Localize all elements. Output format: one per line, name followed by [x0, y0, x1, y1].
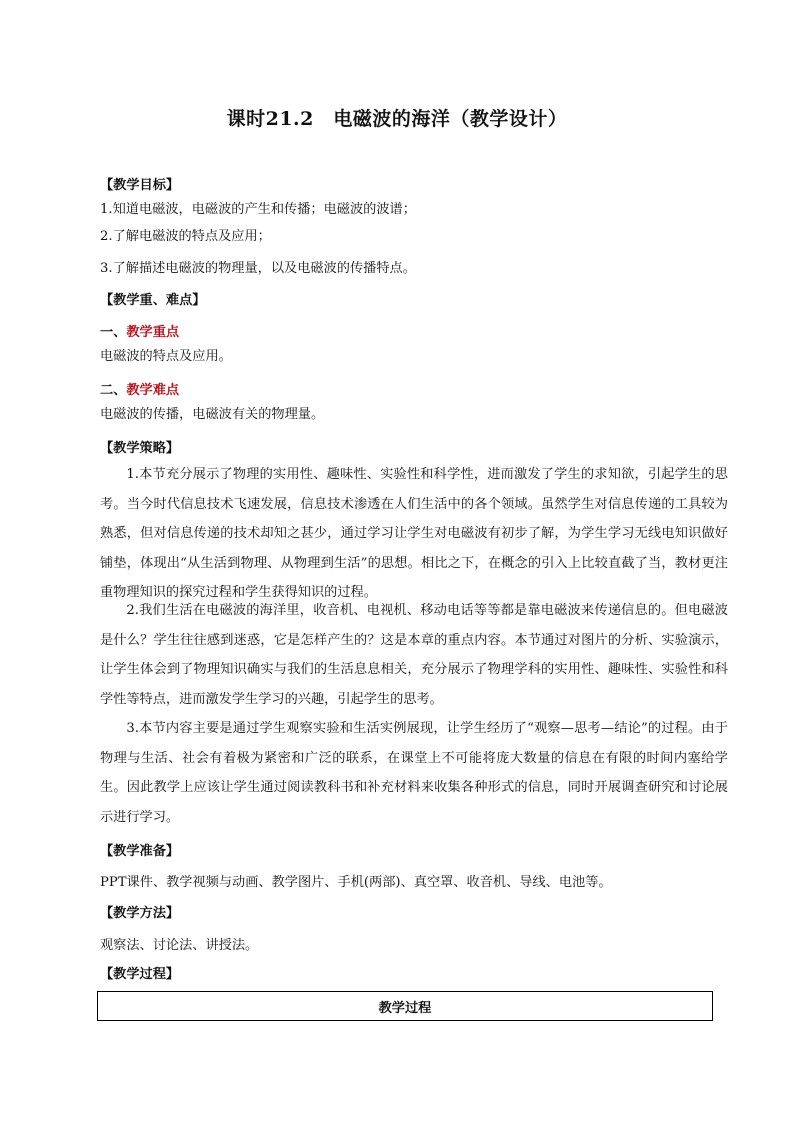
objectives-heading: 【教学目标】 [100, 178, 180, 193]
objective-item-1: 1.知道电磁波，电磁波的产生和传播；电磁波的波谱； [100, 202, 416, 217]
key-points-heading: 【教学重、难点】 [100, 293, 206, 308]
objective-item-3: 3.了解描述电磁波的物理量，以及电磁波的传播特点。 [100, 261, 416, 276]
difficulty-prefix: 二、 [100, 383, 127, 398]
strategy-heading: 【教学策略】 [100, 441, 180, 456]
process-heading: 【教学过程】 [100, 967, 180, 982]
focus-label: 教学重点 [126, 325, 180, 340]
objective-item-2: 2.了解电磁波的特点及应用； [100, 229, 271, 244]
strategy-paragraph-2: 2.我们生活在电磁波的海洋里，收音机、电视机、移动电话等等都是靠电磁波来传递信息的。但电磁波是什么？学生往往感到迷惑，它是怎样产生的？这是本章的重点内容。本节通过对图片的分析、实验演示，让学生体会到了物理知识确实与我们的生活息息相关，充分展示了物理学科的实用性、趣味性、实验性和科学性等特点，进而激发学生学习的兴趣，引起学生的思考。 [100, 603, 728, 707]
focus-subheading [100, 321, 728, 344]
preparation-text: PPT课件、教学视频与动画、教学图片、手机(两部)、真空罩、收音机、导线、电池等。 [100, 875, 612, 890]
strategy-paragraph-3: 3.本节内容主要是通过学生观察实验和生活实例展现，让学生经历了“观察—思考—结论”的过程。由于物理与生活、社会有着极为紧密和广泛的联系，在课堂上不可能将庞大数量的信息在有限的时间内塞给学生。因此教学上应该让学生通过阅读教科书和补充材料来收集各种形式的信息，同时开展调查研究和讨论展示进行学习。 [100, 721, 728, 825]
focus-text: 电磁波的特点及应用。 [100, 349, 232, 364]
strategy-paragraph-1: 1.本节充分展示了物理的实用性、趣味性、实验性和科学性，进而激发了学生的求知欲，引起学生的思考。当今时代信息技术飞速发展，信息技术渗透在人们生活中的各个领域。虽然学生对信息传递的工具较为熟悉，但对信息传递的技术却知之甚少，通过学习让学生对电磁波有初步了解，为学生学习无线电知识做好铺垫，体现出“从生活到物理、从物理到生活”的思想。相比之下，在概念的引入上比较直截了当，教材更注重物理知识的探究过程和学生获得知识的过程。 [100, 467, 728, 600]
difficulty-subheading [100, 379, 728, 402]
methods-heading: 【教学方法】 [100, 906, 180, 921]
document-title: 课时21.2 电磁波的海洋（教学设计） [226, 108, 568, 130]
difficulty-text: 电磁波的传播，电磁波有关的物理量。 [100, 407, 325, 422]
methods-text: 观察法、讨论法、讲授法。 [100, 938, 259, 953]
focus-prefix: 一、 [100, 325, 127, 340]
preparation-heading: 【教学准备】 [100, 844, 180, 859]
difficulty-label: 教学难点 [126, 383, 180, 398]
process-table-header: 教学过程 [97, 991, 713, 1021]
